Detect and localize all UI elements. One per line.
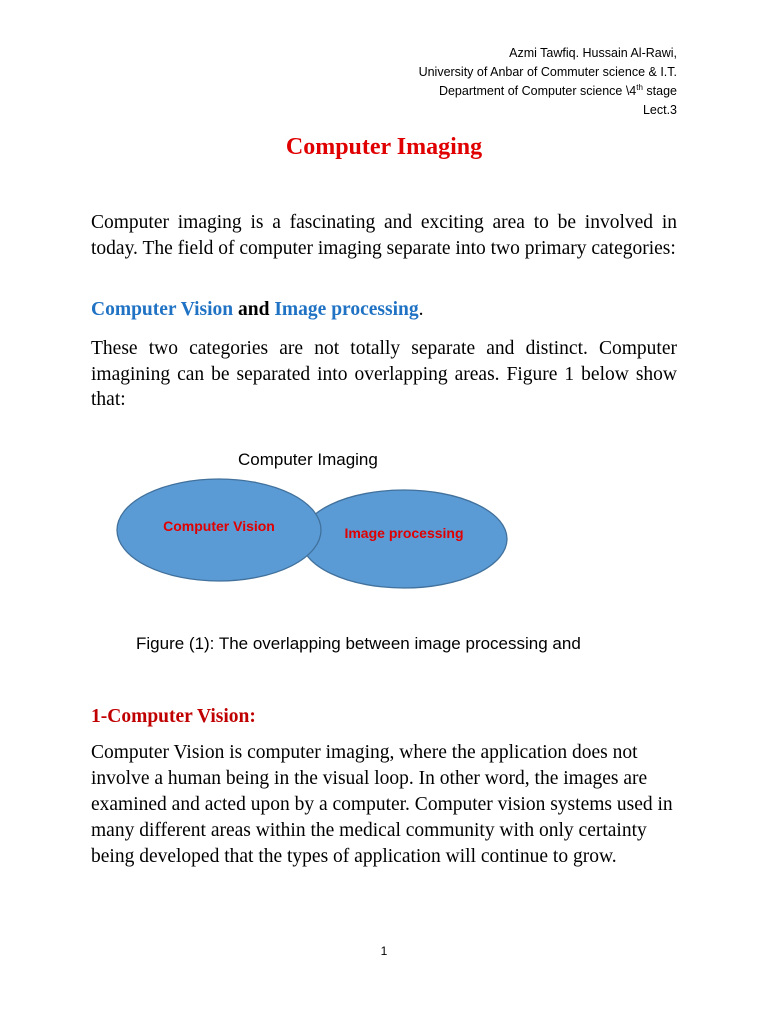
category-computer-vision: Computer Vision [91,299,234,320]
header-university: University of Anbar of Commuter science & I.T. [418,65,677,79]
computer-vision-paragraph: Computer Vision is computer imaging, where the application does not involve a human being in the visual loop. In other word, the images are examined and acted upon by a computer. Computer vision systems used in many different areas within the medical community with only certainty being developed that the types of application will continue to grow. [91,742,673,867]
figure-caption: Figure (1): The overlapping between image processing and [136,634,581,653]
overlap-paragraph: These two categories are not totally separate and distinct. Computer imagining can be separated into overlapping areas. Figure 1 below show that: [91,338,677,410]
page-title: Computer Imaging [285,134,483,160]
figure-title: Computer Imaging [238,450,378,469]
categories-line [91,299,423,321]
category-period: . [418,299,424,320]
category-image-processing: Image processing [274,299,419,320]
venn-diagram [110,470,520,600]
page-number: 1 [380,944,388,958]
page-header [419,44,677,120]
category-joiner: and [233,299,275,320]
header-lecture: Lect.3 [642,103,677,117]
venn-label-image-processing: Image processing [344,525,464,541]
venn-label-computer-vision: Computer Vision [163,518,275,534]
header-department: Department of Computer science \4th stage [438,82,677,98]
section-heading-computer-vision: 1-Computer Vision: [91,706,256,727]
intro-paragraph: Computer imaging is a fascinating and exciting area to be involved in today. The field of computer imaging separate into two primary categories: [91,212,677,259]
header-author: Azmi Tawfiq. Hussain Al-Rawi, [509,46,677,60]
